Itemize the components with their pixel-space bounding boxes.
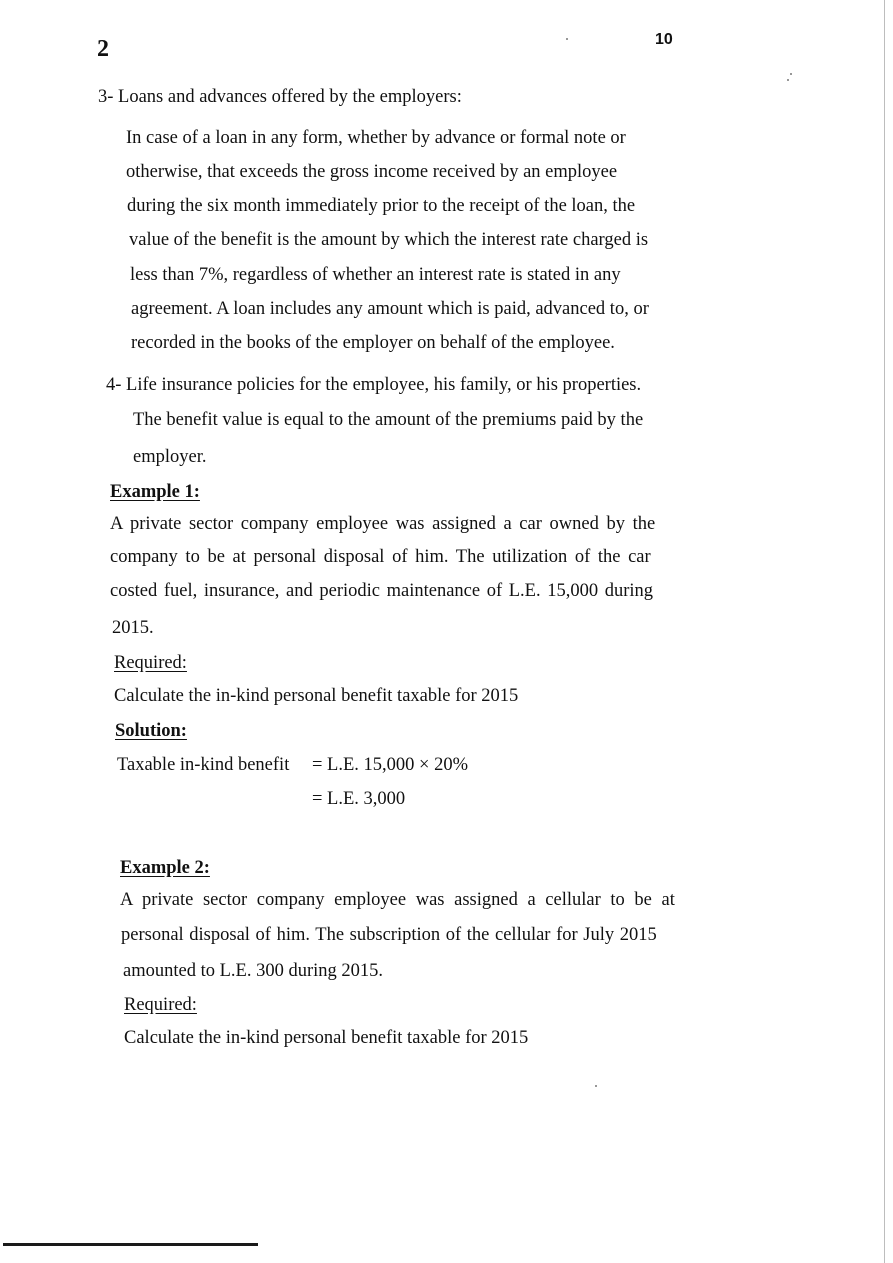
example-2-line: personal disposal of him. The subscription of the cellular for July 2015 [121, 925, 657, 945]
example-1-line: costed fuel, insurance, and periodic maintenance of L.E. 15,000 during [110, 581, 654, 601]
scan-speck [595, 1085, 597, 1087]
page-right-border [884, 0, 885, 1263]
scan-speck [787, 79, 789, 81]
bottom-rule [3, 1243, 258, 1246]
example-2-required-label: Required: [124, 995, 197, 1015]
example-1-heading: Example 1: [110, 482, 200, 502]
section-4-line: employer. [133, 447, 207, 467]
example-1-required-label: Required: [114, 653, 187, 673]
example-1-required-text: Calculate the in-kind personal benefit taxable for 2015 [114, 686, 519, 706]
section-4-line: The benefit value is equal to the amount of the premiums paid by the [133, 410, 644, 430]
section-4-title: 4- Life insurance policies for the employee, his family, or his properties. [106, 375, 642, 395]
example-1-line: company to be at personal disposal of him. The utilization of the car [110, 547, 651, 567]
section-3-line: In case of a loan in any form, whether by advance or formal note or [126, 128, 626, 148]
section-3-line: otherwise, that exceeds the gross income received by an employee [126, 162, 618, 182]
section-3-line: recorded in the books of the employer on behalf of the employee. [131, 333, 615, 353]
section-3-line: agreement. A loan includes any amount which is paid, advanced to, or [131, 299, 649, 319]
page-number: 10 [655, 31, 673, 48]
example-1-solution-label: Solution: [115, 721, 187, 741]
section-3-line: during the six month immediately prior to the receipt of the loan, the [127, 196, 636, 216]
example-1-calc-line-2: = L.E. 3,000 [312, 789, 406, 809]
section-3-line: value of the benefit is the amount by which the interest rate charged is [129, 230, 649, 250]
section-3-line: less than 7%, regardless of whether an interest rate is stated in any [130, 265, 621, 285]
section-3-title: 3- Loans and advances offered by the employers: [98, 87, 462, 107]
example-2-required-text: Calculate the in-kind personal benefit taxable for 2015 [124, 1028, 529, 1048]
example-1-calc-label: Taxable in-kind benefit [117, 755, 290, 775]
example-2-line: A private sector company employee was assigned a cellular to be at [120, 890, 675, 910]
example-2-line: amounted to L.E. 300 during 2015. [123, 961, 383, 981]
example-1-line: A private sector company employee was assigned a car owned by the [110, 514, 656, 534]
corner-page-number: 2 [97, 36, 109, 62]
example-2-heading: Example 2: [120, 858, 210, 878]
example-1-line: 2015. [112, 618, 154, 638]
scan-speck [566, 38, 568, 40]
example-1-calc-line-1: = L.E. 15,000 × 20% [312, 755, 469, 775]
scan-speck [790, 73, 792, 75]
